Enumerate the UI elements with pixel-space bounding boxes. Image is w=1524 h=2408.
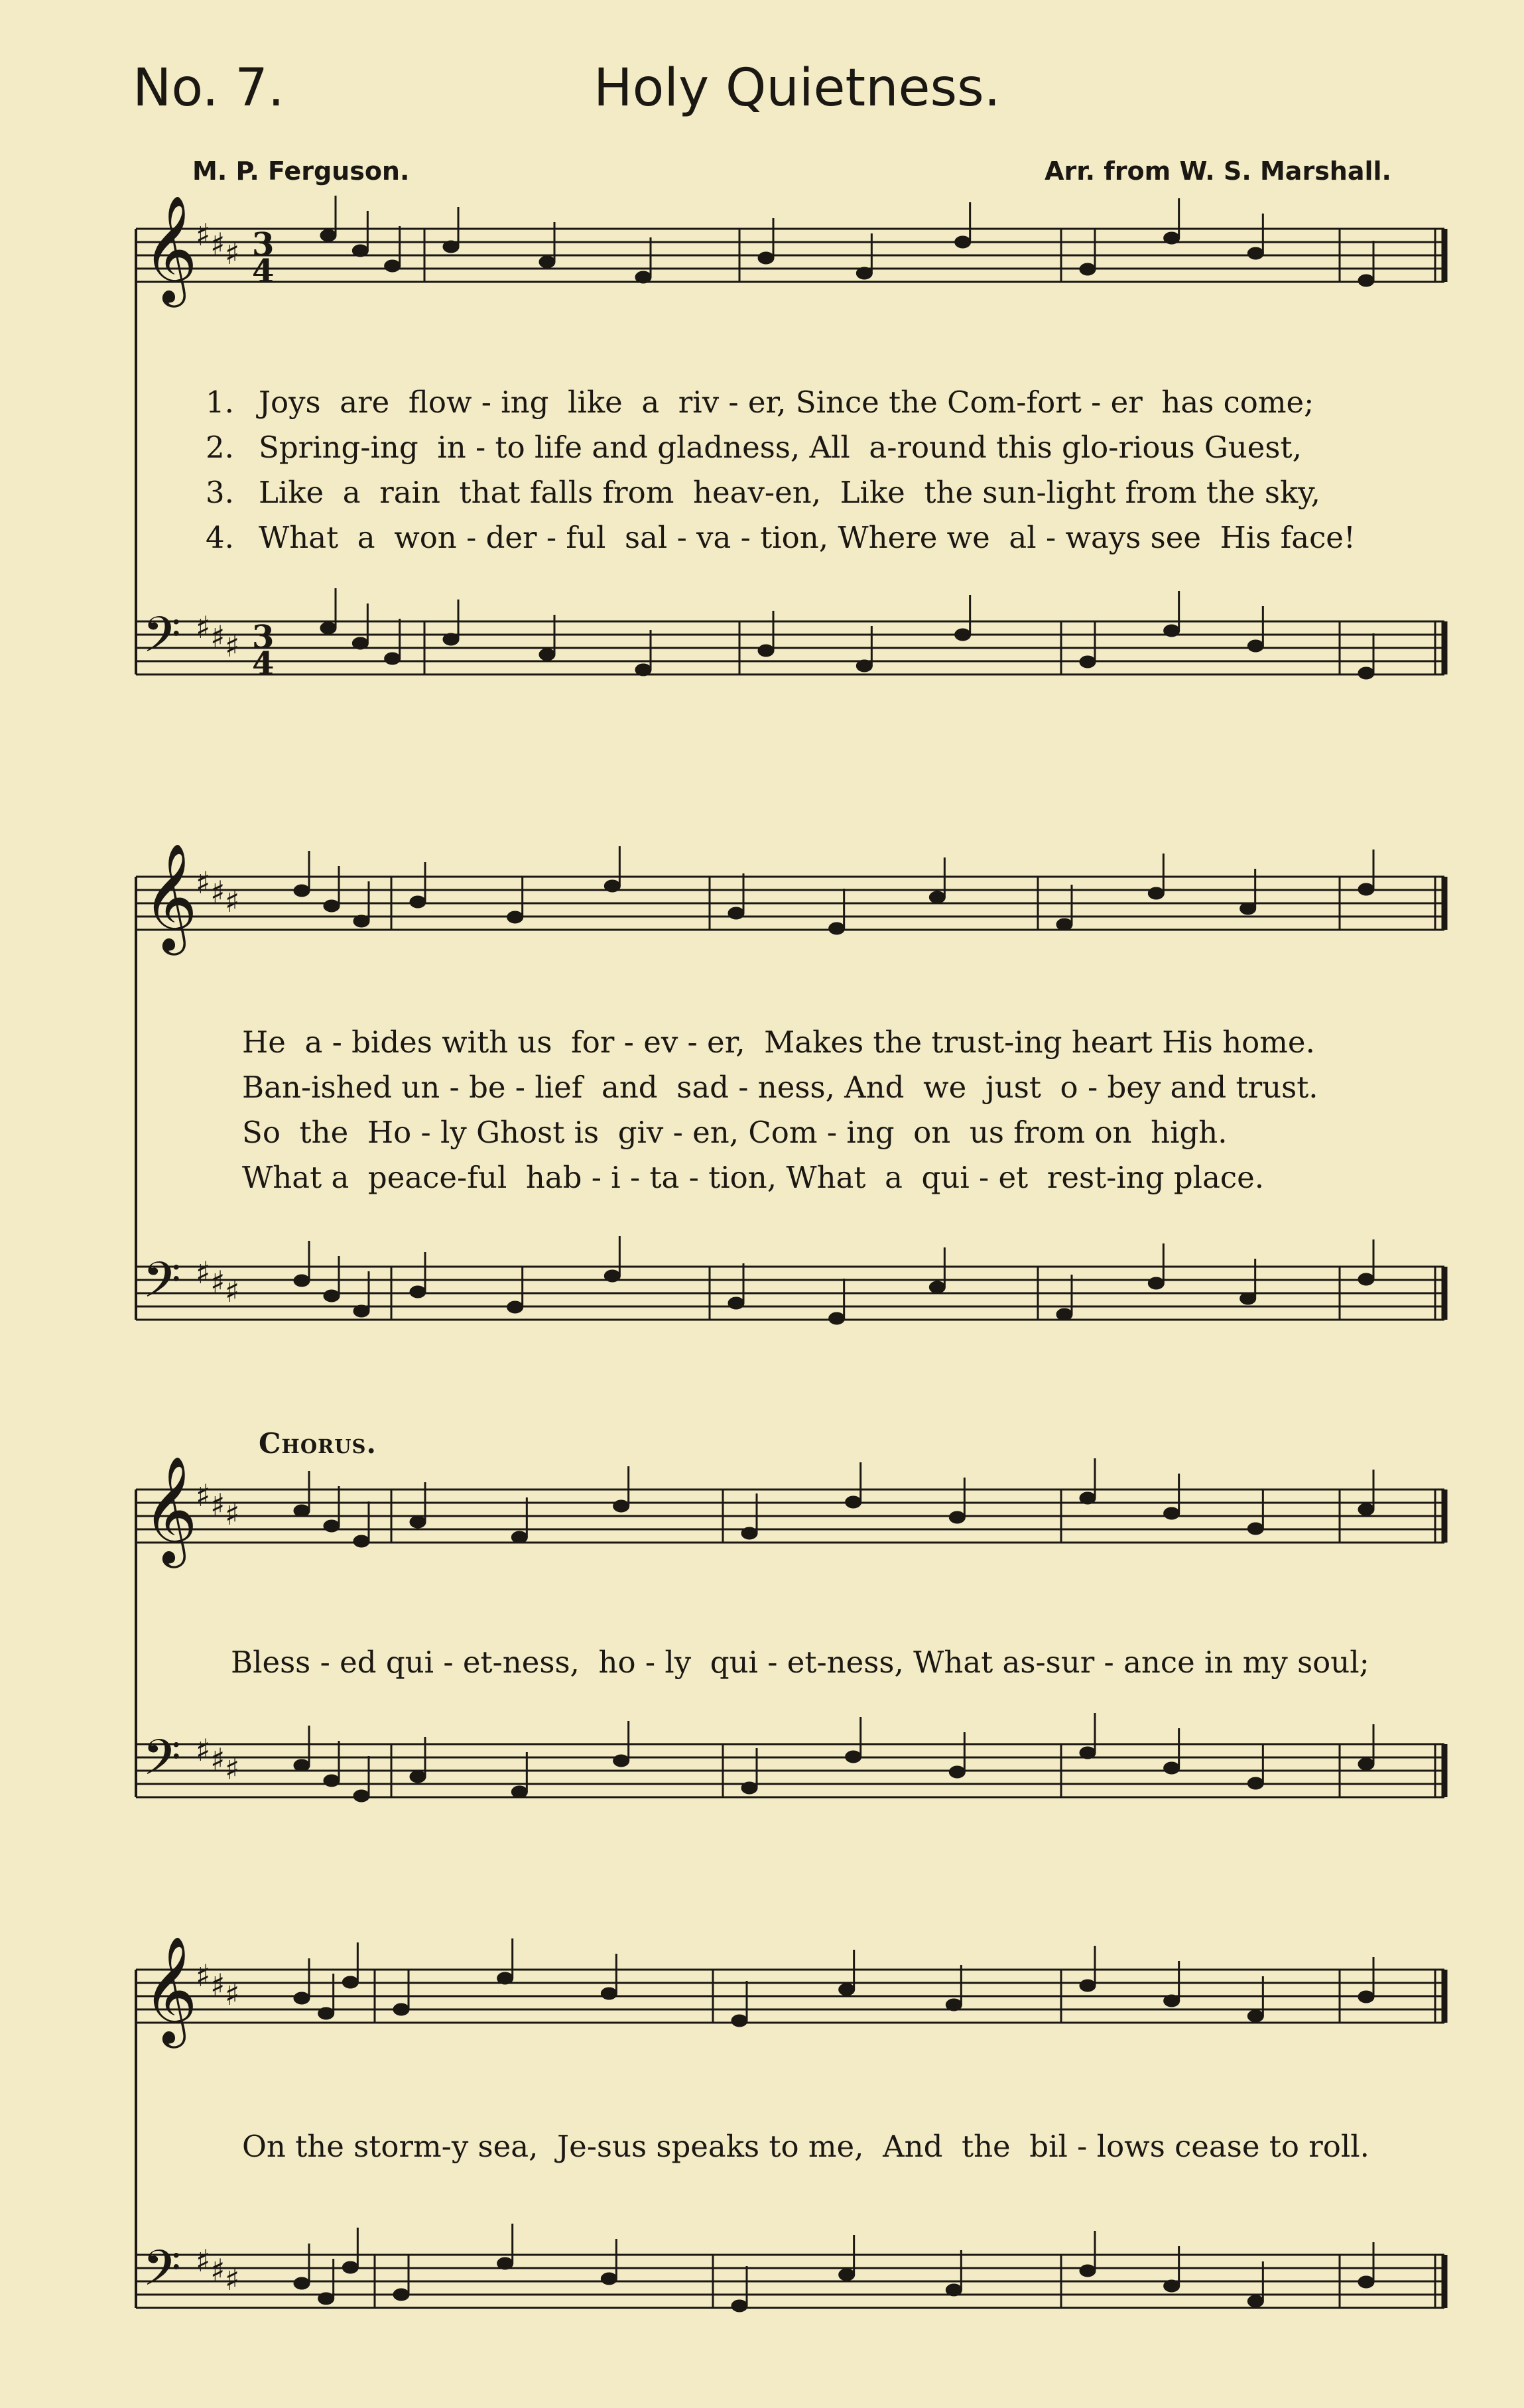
key-sharp: ♯: [225, 1976, 240, 2012]
note-head: [1247, 2010, 1263, 2022]
key-sharp: ♯: [210, 1264, 225, 1300]
note-head: [507, 911, 523, 923]
note-head: [507, 1301, 523, 1313]
note-head: [604, 880, 620, 892]
lyric-line: He a - bides with us for - ev - er, Makes the trust-ing heart His home.: [242, 1025, 1315, 1060]
note-head: [1164, 2280, 1180, 2292]
key-sharp: ♯: [196, 1255, 211, 1291]
bass-clef: 𝄢: [143, 2240, 181, 2309]
note-head: [539, 256, 555, 268]
verse-number: 1.: [206, 385, 234, 420]
bass-clef: 𝄢: [143, 1251, 181, 1321]
note-head: [324, 900, 340, 912]
note-head: [929, 1281, 945, 1293]
note-head: [1247, 1523, 1263, 1535]
arranger-credit: Arr. from W. S. Marshall.: [1045, 157, 1391, 186]
note-head: [846, 1496, 861, 1508]
note-head: [949, 1511, 965, 1523]
note-head: [949, 1766, 965, 1778]
note-head: [1164, 232, 1180, 244]
key-sharp: ♯: [196, 1958, 211, 1994]
note-head: [946, 2284, 962, 2296]
note-head: [1080, 1747, 1096, 1759]
note-head: [856, 267, 872, 279]
note-head: [635, 664, 651, 676]
lyric-line: What a won - der - ful sal - va - tion, Where we al - ways see His face!: [259, 520, 1356, 555]
note-head: [1164, 1995, 1180, 2007]
note-head: [613, 1755, 629, 1767]
key-sharp: ♯: [210, 1742, 225, 1777]
note-head: [1247, 1777, 1263, 1789]
hymn-number: No. 7.: [133, 58, 285, 118]
note-head: [1164, 625, 1180, 637]
note-head: [929, 891, 945, 903]
note-head: [410, 1771, 426, 1783]
lyric-line: So the Ho - ly Ghost is giv - en, Com - ing on us from on high.: [242, 1115, 1228, 1150]
verse-number: 3.: [206, 475, 234, 510]
note-head: [410, 1286, 426, 1298]
note-head: [353, 1790, 369, 1802]
note-head: [511, 1786, 527, 1798]
note-head: [1080, 1980, 1096, 1992]
note-head: [324, 1290, 340, 1302]
lyric-line: On the storm-y sea, Je-sus speaks to me, And the bil - lows cease to roll.: [242, 2129, 1369, 2164]
note-head: [1080, 2265, 1096, 2277]
chorus-label: Chorus.: [259, 1427, 377, 1460]
note-head: [829, 1312, 845, 1324]
note-head: [353, 915, 369, 927]
note-head: [352, 637, 368, 649]
note-head: [1358, 667, 1374, 679]
note-head: [1240, 903, 1256, 915]
verse-number: 2.: [206, 430, 234, 465]
note-head: [318, 2007, 334, 2019]
note-head: [846, 1751, 861, 1763]
key-sharp: ♯: [225, 628, 240, 664]
note-head: [385, 653, 401, 665]
note-head: [1080, 1492, 1096, 1504]
key-sharp: ♯: [196, 217, 211, 253]
key-sharp: ♯: [196, 1478, 211, 1513]
note-head: [410, 1516, 426, 1528]
key-sharp: ♯: [225, 1273, 240, 1309]
note-head: [497, 2257, 513, 2269]
treble-clef: 𝄞: [143, 843, 198, 951]
note-head: [320, 622, 336, 634]
key-sharp: ♯: [196, 609, 211, 645]
note-head: [497, 1972, 513, 1984]
note-head: [731, 2015, 747, 2027]
note-head: [728, 1297, 744, 1309]
note-head: [839, 2269, 855, 2281]
note-head: [946, 1999, 962, 2011]
note-head: [352, 245, 368, 257]
key-sharp: ♯: [225, 2261, 240, 2297]
note-head: [294, 885, 310, 897]
note-head: [1358, 883, 1374, 895]
note-head: [1358, 275, 1374, 286]
note-head: [1240, 1293, 1256, 1304]
treble-clef: 𝄞: [143, 1936, 198, 2044]
note-head: [443, 633, 459, 645]
note-head: [1056, 1308, 1072, 1320]
key-sharp: ♯: [225, 883, 240, 919]
note-head: [1358, 2276, 1374, 2288]
time-sig-top: 3: [252, 226, 275, 263]
note-head: [1056, 919, 1072, 930]
note-head: [324, 1520, 340, 1532]
note-head: [758, 645, 774, 657]
key-sharp: ♯: [196, 865, 211, 901]
note-head: [385, 260, 401, 272]
note-head: [1358, 1758, 1374, 1770]
note-head: [318, 2293, 334, 2305]
lyric-line: Bless - ed qui - et-ness, ho - ly qui - et-ness, What as-sur - ance in my soul;: [231, 1645, 1369, 1680]
note-head: [1247, 640, 1263, 652]
lyric-line: Spring-ing in - to life and gladness, All a-round this glo-rious Guest,: [259, 430, 1302, 465]
key-sharp: ♯: [210, 619, 225, 655]
key-sharp: ♯: [225, 1496, 240, 1532]
note-head: [1164, 1507, 1180, 1519]
lyric-line: Ban-ished un - be - lief and sad - ness, And we just o - bey and trust.: [242, 1070, 1318, 1105]
note-head: [1247, 247, 1263, 259]
key-sharp: ♯: [210, 1967, 225, 2003]
note-head: [856, 660, 872, 672]
note-head: [601, 1988, 617, 1999]
note-head: [741, 1527, 757, 1539]
note-head: [443, 241, 459, 253]
treble-clef: 𝄞: [143, 195, 198, 303]
time-sig-bottom: 4: [252, 645, 275, 682]
note-head: [1148, 1277, 1164, 1289]
note-head: [294, 1992, 310, 2004]
note-head: [955, 629, 971, 641]
key-sharp: ♯: [210, 226, 225, 262]
note-head: [1247, 2295, 1263, 2307]
note-head: [320, 229, 336, 241]
lyricist-credit: M. P. Ferguson.: [192, 157, 410, 186]
note-head: [393, 2003, 409, 2015]
note-head: [294, 1759, 310, 1771]
note-head: [353, 1305, 369, 1317]
verse-number: 4.: [206, 520, 234, 555]
note-head: [601, 2273, 617, 2285]
note-head: [1148, 887, 1164, 899]
lyric-line: Like a rain that falls from heav-en, Like the sun-light from the sky,: [259, 475, 1320, 510]
bass-clef: 𝄢: [143, 606, 181, 676]
note-head: [294, 2277, 310, 2289]
note-head: [393, 2289, 409, 2301]
note-head: [353, 1535, 369, 1547]
note-head: [758, 252, 774, 264]
note-head: [1358, 1991, 1374, 2003]
note-head: [604, 1270, 620, 1282]
note-head: [728, 907, 744, 919]
time-sig-top: 3: [252, 619, 275, 656]
note-head: [839, 1984, 855, 1996]
note-head: [539, 649, 555, 661]
note-head: [1358, 1273, 1374, 1285]
note-head: [294, 1505, 310, 1517]
lyric-line: What a peace-ful hab - i - ta - tion, What a qui - et rest-ing place.: [242, 1160, 1265, 1195]
note-head: [342, 2261, 358, 2273]
key-sharp: ♯: [210, 2252, 225, 2288]
key-sharp: ♯: [225, 235, 240, 271]
note-head: [955, 236, 971, 248]
note-head: [410, 896, 426, 908]
note-head: [635, 271, 651, 283]
note-head: [829, 922, 845, 934]
note-head: [1080, 656, 1096, 668]
note-head: [324, 1775, 340, 1787]
note-head: [1164, 1762, 1180, 1774]
lyric-line: Joys are flow - ing like a riv - er, Since the Com-fort - er has come;: [259, 385, 1314, 420]
note-head: [294, 1275, 310, 1287]
note-head: [741, 1782, 757, 1794]
note-head: [731, 2300, 747, 2312]
time-sig-bottom: 4: [252, 253, 275, 290]
note-head: [1080, 263, 1096, 275]
note-head: [1358, 1503, 1374, 1515]
note-head: [342, 1976, 358, 1988]
key-sharp: ♯: [210, 874, 225, 910]
hymn-title: Holy Quietness.: [594, 58, 1001, 118]
treble-clef: 𝄞: [143, 1456, 198, 1564]
key-sharp: ♯: [225, 1751, 240, 1787]
note-head: [613, 1500, 629, 1512]
bass-clef: 𝄢: [143, 1729, 181, 1799]
key-sharp: ♯: [210, 1487, 225, 1523]
key-sharp: ♯: [196, 2243, 211, 2279]
note-head: [511, 1531, 527, 1543]
key-sharp: ♯: [196, 1732, 211, 1768]
